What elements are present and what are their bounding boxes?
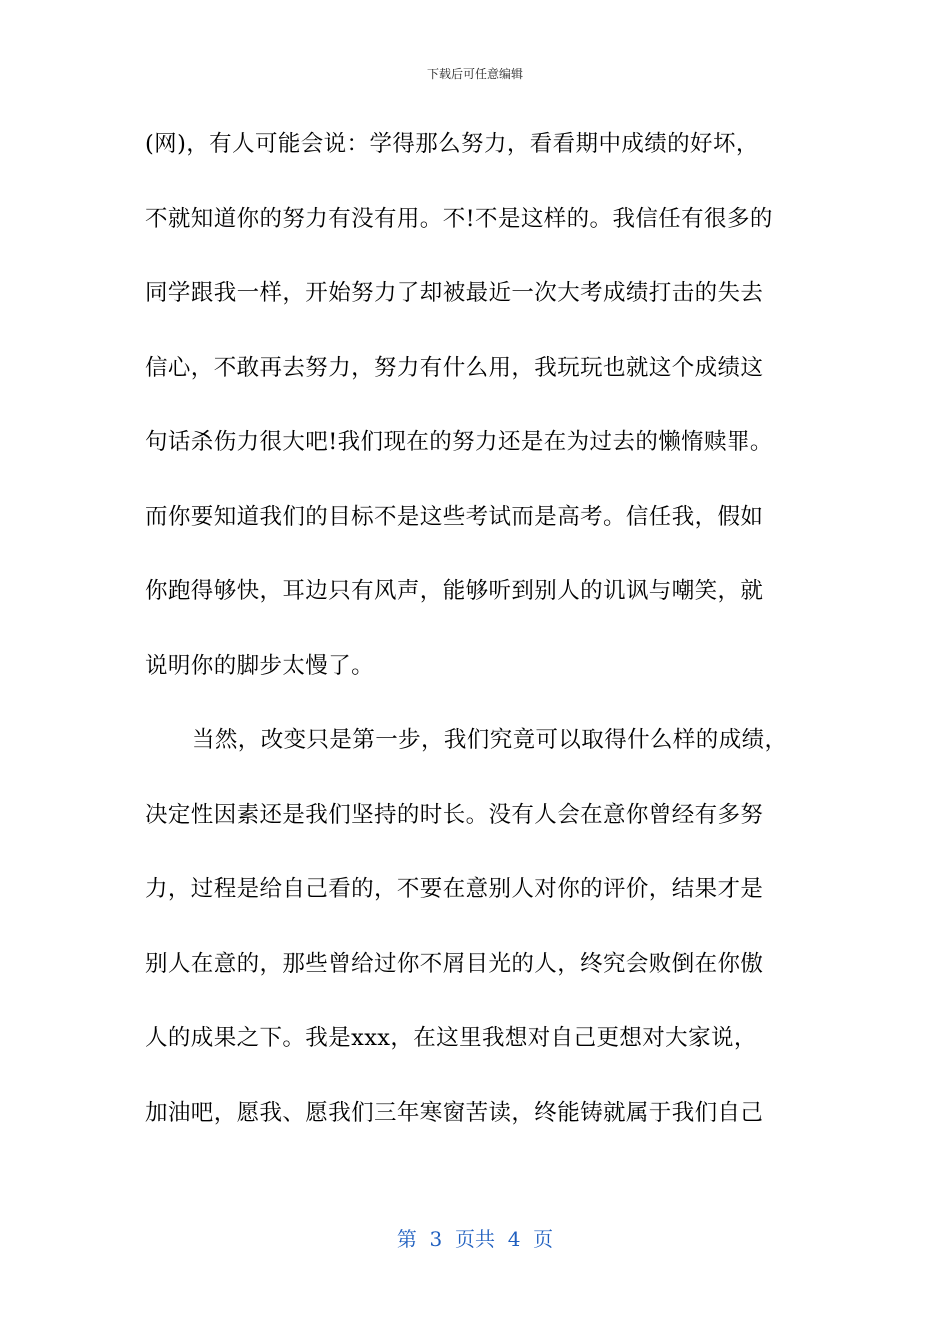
text-line: 人的成果之下。我是xxx，在这里我想对自己更想对大家说， <box>145 1025 757 1051</box>
body-text <box>145 122 810 1165</box>
text-line: 你跑得够快，耳边只有风声，能够听到别人的讥讽与嘲笑，就 <box>145 578 764 604</box>
text-line: 信心，不敢再去努力，努力有什么用，我玩玩也就这个成绩这 <box>145 354 764 381</box>
text-line: (网)，有人可能会说：学得那么努力，看看期中成绩的好坏， <box>145 131 759 157</box>
text-line: 加油吧，愿我、愿我们三年寒窗苦读，终能铸就属于我们自己 <box>145 1099 764 1126</box>
text-line: 句话杀伤力很大吧!我们现在的努力还是在为过去的懒惰赎罪。 <box>145 429 773 455</box>
text-line: 别人在意的，那些曾给过你不屑目光的人，终究会败倒在你傲 <box>145 950 764 977</box>
paragraph-start-line: 当然，改变只是第一步，我们究竟可以取得什么样的成绩， <box>192 727 788 753</box>
text-line: 同学跟我一样，开始努力了却被最近一次大考成绩打击的失去 <box>145 280 764 306</box>
text-line: 说明你的脚步太慢了。 <box>145 652 375 679</box>
text-line: 而你要知道我们的目标不是这些考试而是高考。信任我，假如 <box>145 503 764 530</box>
text-line: 不就知道你的努力有没有用。不!不是这样的。我信任有很多的 <box>145 205 773 232</box>
page-number-footer: 第 3 页共 4 页 <box>396 1227 554 1251</box>
header-note: 下载后可任意编辑 <box>426 67 523 81</box>
text-line: 决定性因素还是我们坚持的时长。没有人会在意你曾经有多努 <box>145 801 764 828</box>
text-line: 力，过程是给自己看的，不要在意别人对你的评价，结果才是 <box>145 876 764 902</box>
